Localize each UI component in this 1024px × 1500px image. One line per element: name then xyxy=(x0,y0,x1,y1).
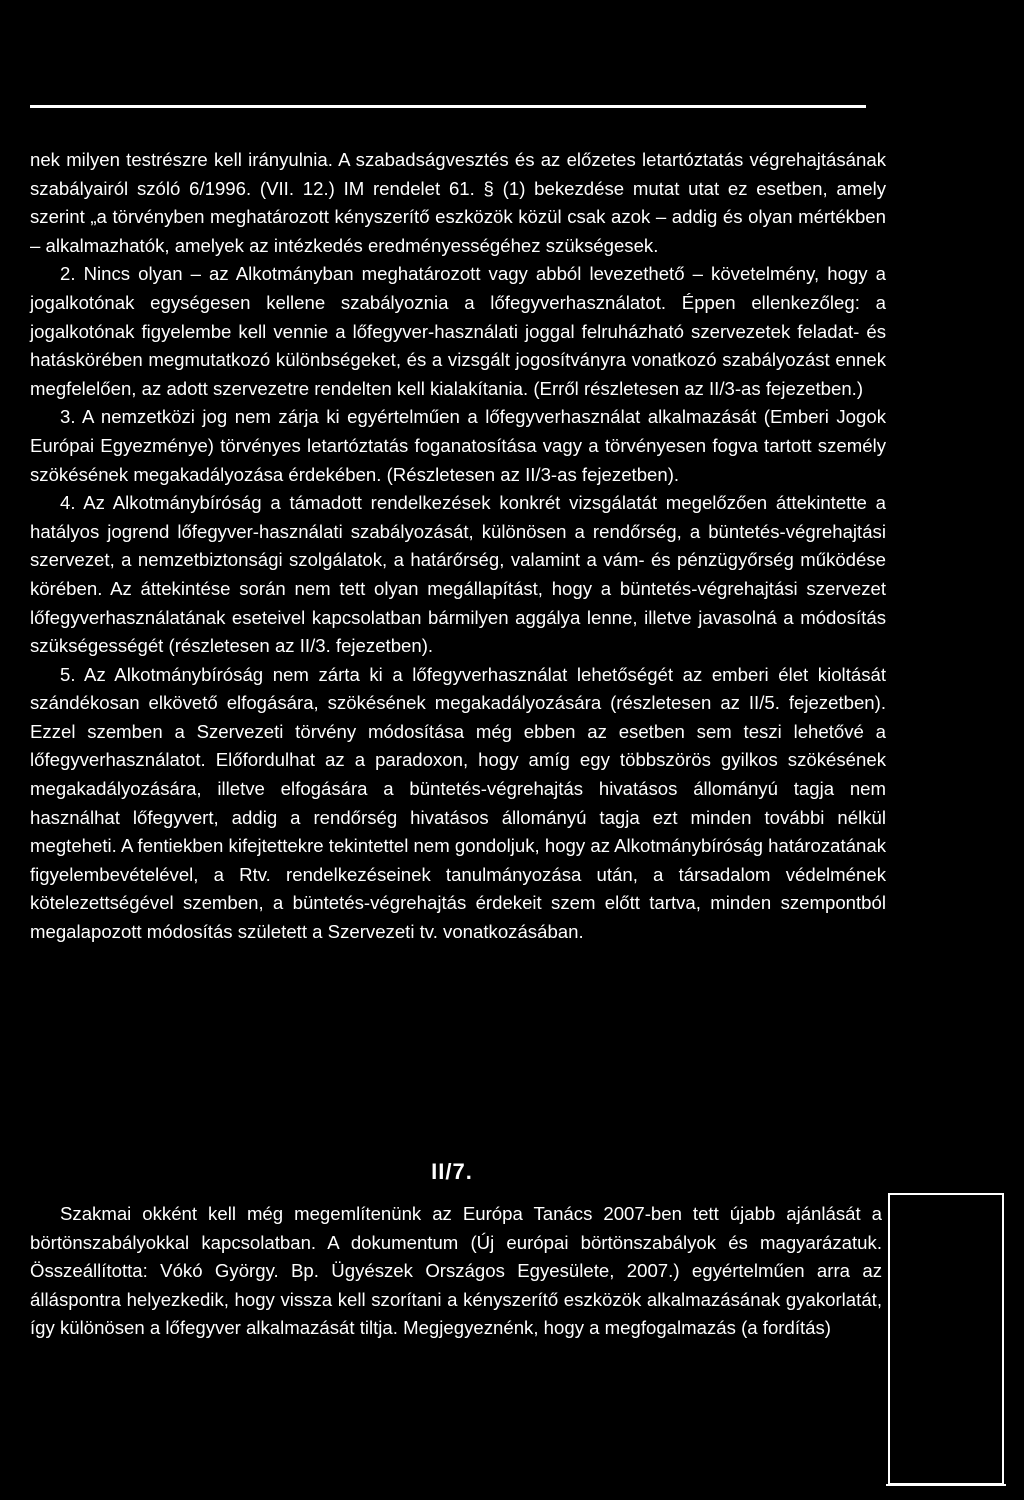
margin-box-underline xyxy=(886,1484,1006,1486)
main-text-block xyxy=(30,146,886,947)
section-heading: II/7. xyxy=(431,1159,473,1184)
paragraph-point-4: 4. Az Alkotmánybíróság a támadott rendelkezések konkrét vizsgálatát megelőzően áttekintette a hatályos jogrend lőfegyver-használati szabályozását, különösen a rendőrség, a büntetés-végrehajtási szervezet, a nemzetbiztonsági szolgálatok, a határőrség, valamint a vám- és pénzügyőrség működése körében. Az áttekintése során nem tett olyan megállapítást, hogy a büntetés-végrehajtási szervezet lőfegyverhasználatának eseteivel kapcsolatban bármilyen aggálya lenne, illetve javasolná a módosítás szükségességét (részletesen az II/3. fejezetben). xyxy=(30,492,886,657)
paragraph-section-intro: Szakmai okként kell még megemlítenünk az Európa Tanács 2007-ben tett újabb ajánlását a börtönszabályokkal kapcsolatban. A dokumentum (Új európai börtönszabályok és magyarázatuk. Összeállította: Vókó György. Bp. Ügyészek Országos Egyesülete, 2007.) egyértelműen arra az álláspontra helyezkedik, hogy vissza kell szorítani a kényszerítő eszközök alkalmazásának gyakorlatát, így különösen a lőfegyver alkalmazását tiltja. Megjegyeznénk, hogy a megfogalmazás (a fordítás) xyxy=(30,1203,882,1339)
bottom-text-block xyxy=(30,1200,882,1343)
paragraph-continuation: nek milyen testrészre kell irányulnia. A szabadságvesztés és az előzetes letartóztatás végrehajtásának szabályairól szóló 6/1996. (VII. 12.) IM rendelet 61. § (1) bekezdése mutat utat ez esetben, amely szerint „a törvényben meghatározott kényszerítő eszközök közül csak azok – addig és olyan mértékben – alkalmazhatók, amelyek az intézkedés eredményességéhez szükségesek. xyxy=(30,149,886,256)
paragraph-point-2: 2. Nincs olyan – az Alkotmányban meghatározott vagy abból levezethető – követelmény, hogy a jogalkotónak egységesen kellene szabályoznia a lőfegyverhasználatot. Éppen ellenkezőleg: a jogalkotónak figyelembe kell vennie a lőfegyver-használati joggal felruházható szervezetek feladat- és hatáskörében megmutatkozó különbségeket, és a vizsgált jogosítványra vonatkozó szabályozást ennek megfelelően, az adott szervezetre rendelten kell kialakítania. (Erről részletesen az II/3-as fejezetben.) xyxy=(30,263,886,399)
margin-box xyxy=(888,1193,1004,1485)
header-rule xyxy=(30,105,866,108)
paragraph-point-3: 3. A nemzetközi jog nem zárja ki egyértelműen a lőfegyverhasználat alkalmazását (Emberi Jogok Európai Egyezménye) törvényes letartóztatás foganatosítása vagy a törvényesen fogva tartott személy szökésének megakadályozása érdekében. (Részletesen az II/3-as fejezetben). xyxy=(30,406,886,485)
paragraph-point-5: 5. Az Alkotmánybíróság nem zárta ki a lőfegyverhasználat lehetőségét az emberi élet kioltását szándékosan elkövető elfogására, szökésének megakadályozására (részletesen az II/5. fejezetben). Ezzel szemben a Szervezeti törvény módosítása még ebben az esetben sem teszi lehetővé a lőfegyverhasználatot. Előfordulhat az a paradoxon, hogy amíg egy többszörös gyilkos szökésének megakadályozására, illetve elfogására a büntetés-végrehajtás hivatásos állományú tagja nem használhat lőfegyvert, addig a rendőrség hivatásos állományú tagja ezt minden további nélkül megteheti. A fentiekben kifejtettekre tekintettel nem gondoljuk, hogy az Alkotmánybíróság határozatának figyelembevételével, a Rtv. rendelkezéseinek tanulmányozása után, a társadalom védelmének kötelezettségével szemben, a büntetés-végrehajtás érdekeit szem előtt tartva, minden szempontból megalapozott módosítás született a Szervezeti tv. vonatkozásában. xyxy=(30,663,886,943)
